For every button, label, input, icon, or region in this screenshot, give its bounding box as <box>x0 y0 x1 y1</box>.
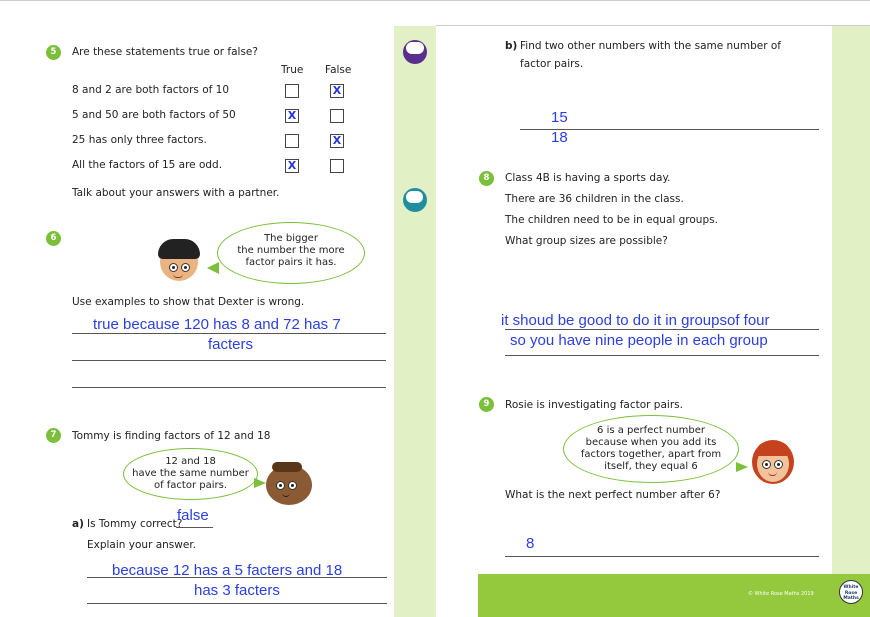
q9-prompt: What is the next perfect number after 6? <box>505 489 721 501</box>
q9-bubble-tail <box>736 462 748 472</box>
question-number-5: 5 <box>46 45 61 60</box>
q9-bubble-line-1: 6 is a perfect number <box>597 425 705 436</box>
q6-answer-line-2[interactable]: facters <box>208 336 254 353</box>
q7-bubble-line-2: have the same number <box>132 468 249 479</box>
q5-checkbox-false-2[interactable] <box>330 109 344 123</box>
white-rose-maths-logo: White Rose Maths <box>839 580 863 604</box>
question-number-8: 8 <box>479 171 494 186</box>
q6-bubble-line-1: The bigger <box>264 233 318 244</box>
q6-bubble-line-2: the number the more <box>237 245 345 256</box>
right-stripe <box>832 26 870 617</box>
question-number-7: 7 <box>46 428 61 443</box>
q5-checkbox-false-3[interactable]: X <box>330 134 344 148</box>
q7a-label: a) <box>72 518 84 530</box>
q6-bubble-tail <box>207 262 219 274</box>
top-rule-right <box>436 25 870 26</box>
q7-speech-bubble <box>123 448 258 500</box>
q6-speech-bubble <box>217 222 365 284</box>
q6-answer-rule-2 <box>72 360 386 361</box>
q6-bubble-line-3: factor pairs it has. <box>245 257 337 268</box>
speech-bubble-icon <box>403 188 427 212</box>
top-rule <box>0 0 870 1</box>
q7a-answer-rule-2 <box>87 603 387 604</box>
question-number-9: 9 <box>479 397 494 412</box>
q7b-question-line-2: factor pairs. <box>520 58 584 70</box>
footer-copyright: © White Rose Maths 2019 <box>748 591 814 597</box>
q6-prompt: Use examples to show that Dexter is wrong. <box>72 296 305 308</box>
q7b-answer-1[interactable]: 15 <box>551 109 568 126</box>
q5-statement-2: 5 and 50 are both factors of 50 <box>72 109 236 121</box>
q7b-label: b) <box>505 40 518 52</box>
tommy-avatar <box>266 465 312 505</box>
q7-bubble-line-1: 12 and 18 <box>165 456 216 467</box>
q8-line-1: Class 4B is having a sports day. <box>505 172 671 184</box>
q8-answer-line-1[interactable]: it shoud be good to do it in groupsof four <box>501 312 770 329</box>
q7a-answer-line-1[interactable]: because 12 has a 5 facters and 18 <box>112 562 343 579</box>
q5-col-true: True <box>281 64 304 76</box>
middle-stripe <box>394 26 436 617</box>
q5-checkbox-true-1[interactable] <box>285 84 299 98</box>
q6-answer-rule-1 <box>72 333 386 334</box>
q5-checkbox-true-3[interactable] <box>285 134 299 148</box>
q5-talk: Talk about your answers with a partner. <box>72 187 280 199</box>
q7b-answer-2[interactable]: 18 <box>551 129 568 146</box>
q7a-answer-line-2[interactable]: has 3 facters <box>194 582 280 599</box>
q6-answer-line-1[interactable]: true because 120 has 8 and 72 has 7 <box>93 316 341 333</box>
q9-question: Rosie is investigating factor pairs. <box>505 399 683 411</box>
q5-checkbox-false-4[interactable] <box>330 159 344 173</box>
q9-bubble-line-2: because when you add its <box>585 437 717 448</box>
q7-question: Tommy is finding factors of 12 and 18 <box>72 430 271 442</box>
q8-answer-rule-2 <box>505 355 819 356</box>
q5-question: Are these statements true or false? <box>72 46 258 58</box>
q5-checkbox-true-4[interactable]: X <box>285 159 299 173</box>
q5-col-false: False <box>325 64 352 76</box>
q5-statement-3: 25 has only three factors. <box>72 134 207 146</box>
dexter-avatar <box>160 243 198 281</box>
q9-bubble-line-3: factors together, apart from <box>580 449 722 460</box>
q7a-question: Is Tommy correct? <box>87 518 183 530</box>
q8-answer-line-2[interactable]: so you have nine people in each group <box>510 332 768 349</box>
q9-answer[interactable]: 8 <box>526 535 535 552</box>
q5-statement-1: 8 and 2 are both factors of 10 <box>72 84 230 96</box>
rosie-avatar <box>752 440 794 484</box>
question-number-6: 6 <box>46 231 61 246</box>
q5-checkbox-false-1[interactable]: X <box>330 84 344 98</box>
q5-checkbox-true-2[interactable]: X <box>285 109 299 123</box>
q8-line-4: What group sizes are possible? <box>505 235 668 247</box>
q6-answer-rule-3 <box>72 387 386 388</box>
q7-bubble-tail <box>254 478 266 488</box>
q7b-question-line-1: Find two other numbers with the same number of <box>520 40 781 52</box>
q8-line-3: The children need to be in equal groups. <box>505 214 718 226</box>
q9-bubble-line-4: itself, they equal 6 <box>604 461 698 472</box>
q7a-answer-rule-1 <box>87 577 387 578</box>
q9-answer-rule <box>505 556 819 557</box>
q5-statement-4: All the factors of 15 are odd. <box>72 159 223 171</box>
q7a-explain: Explain your answer. <box>87 539 197 551</box>
q7-bubble-line-3: of factor pairs. <box>153 480 228 491</box>
q7a-answer-rule <box>176 527 213 528</box>
q8-answer-rule-1 <box>505 329 819 330</box>
thinking-cloud-icon <box>403 40 427 64</box>
q9-speech-bubble <box>563 415 739 483</box>
q7a-answer[interactable]: false <box>177 507 209 524</box>
q8-line-2: There are 36 children in the class. <box>505 193 684 205</box>
